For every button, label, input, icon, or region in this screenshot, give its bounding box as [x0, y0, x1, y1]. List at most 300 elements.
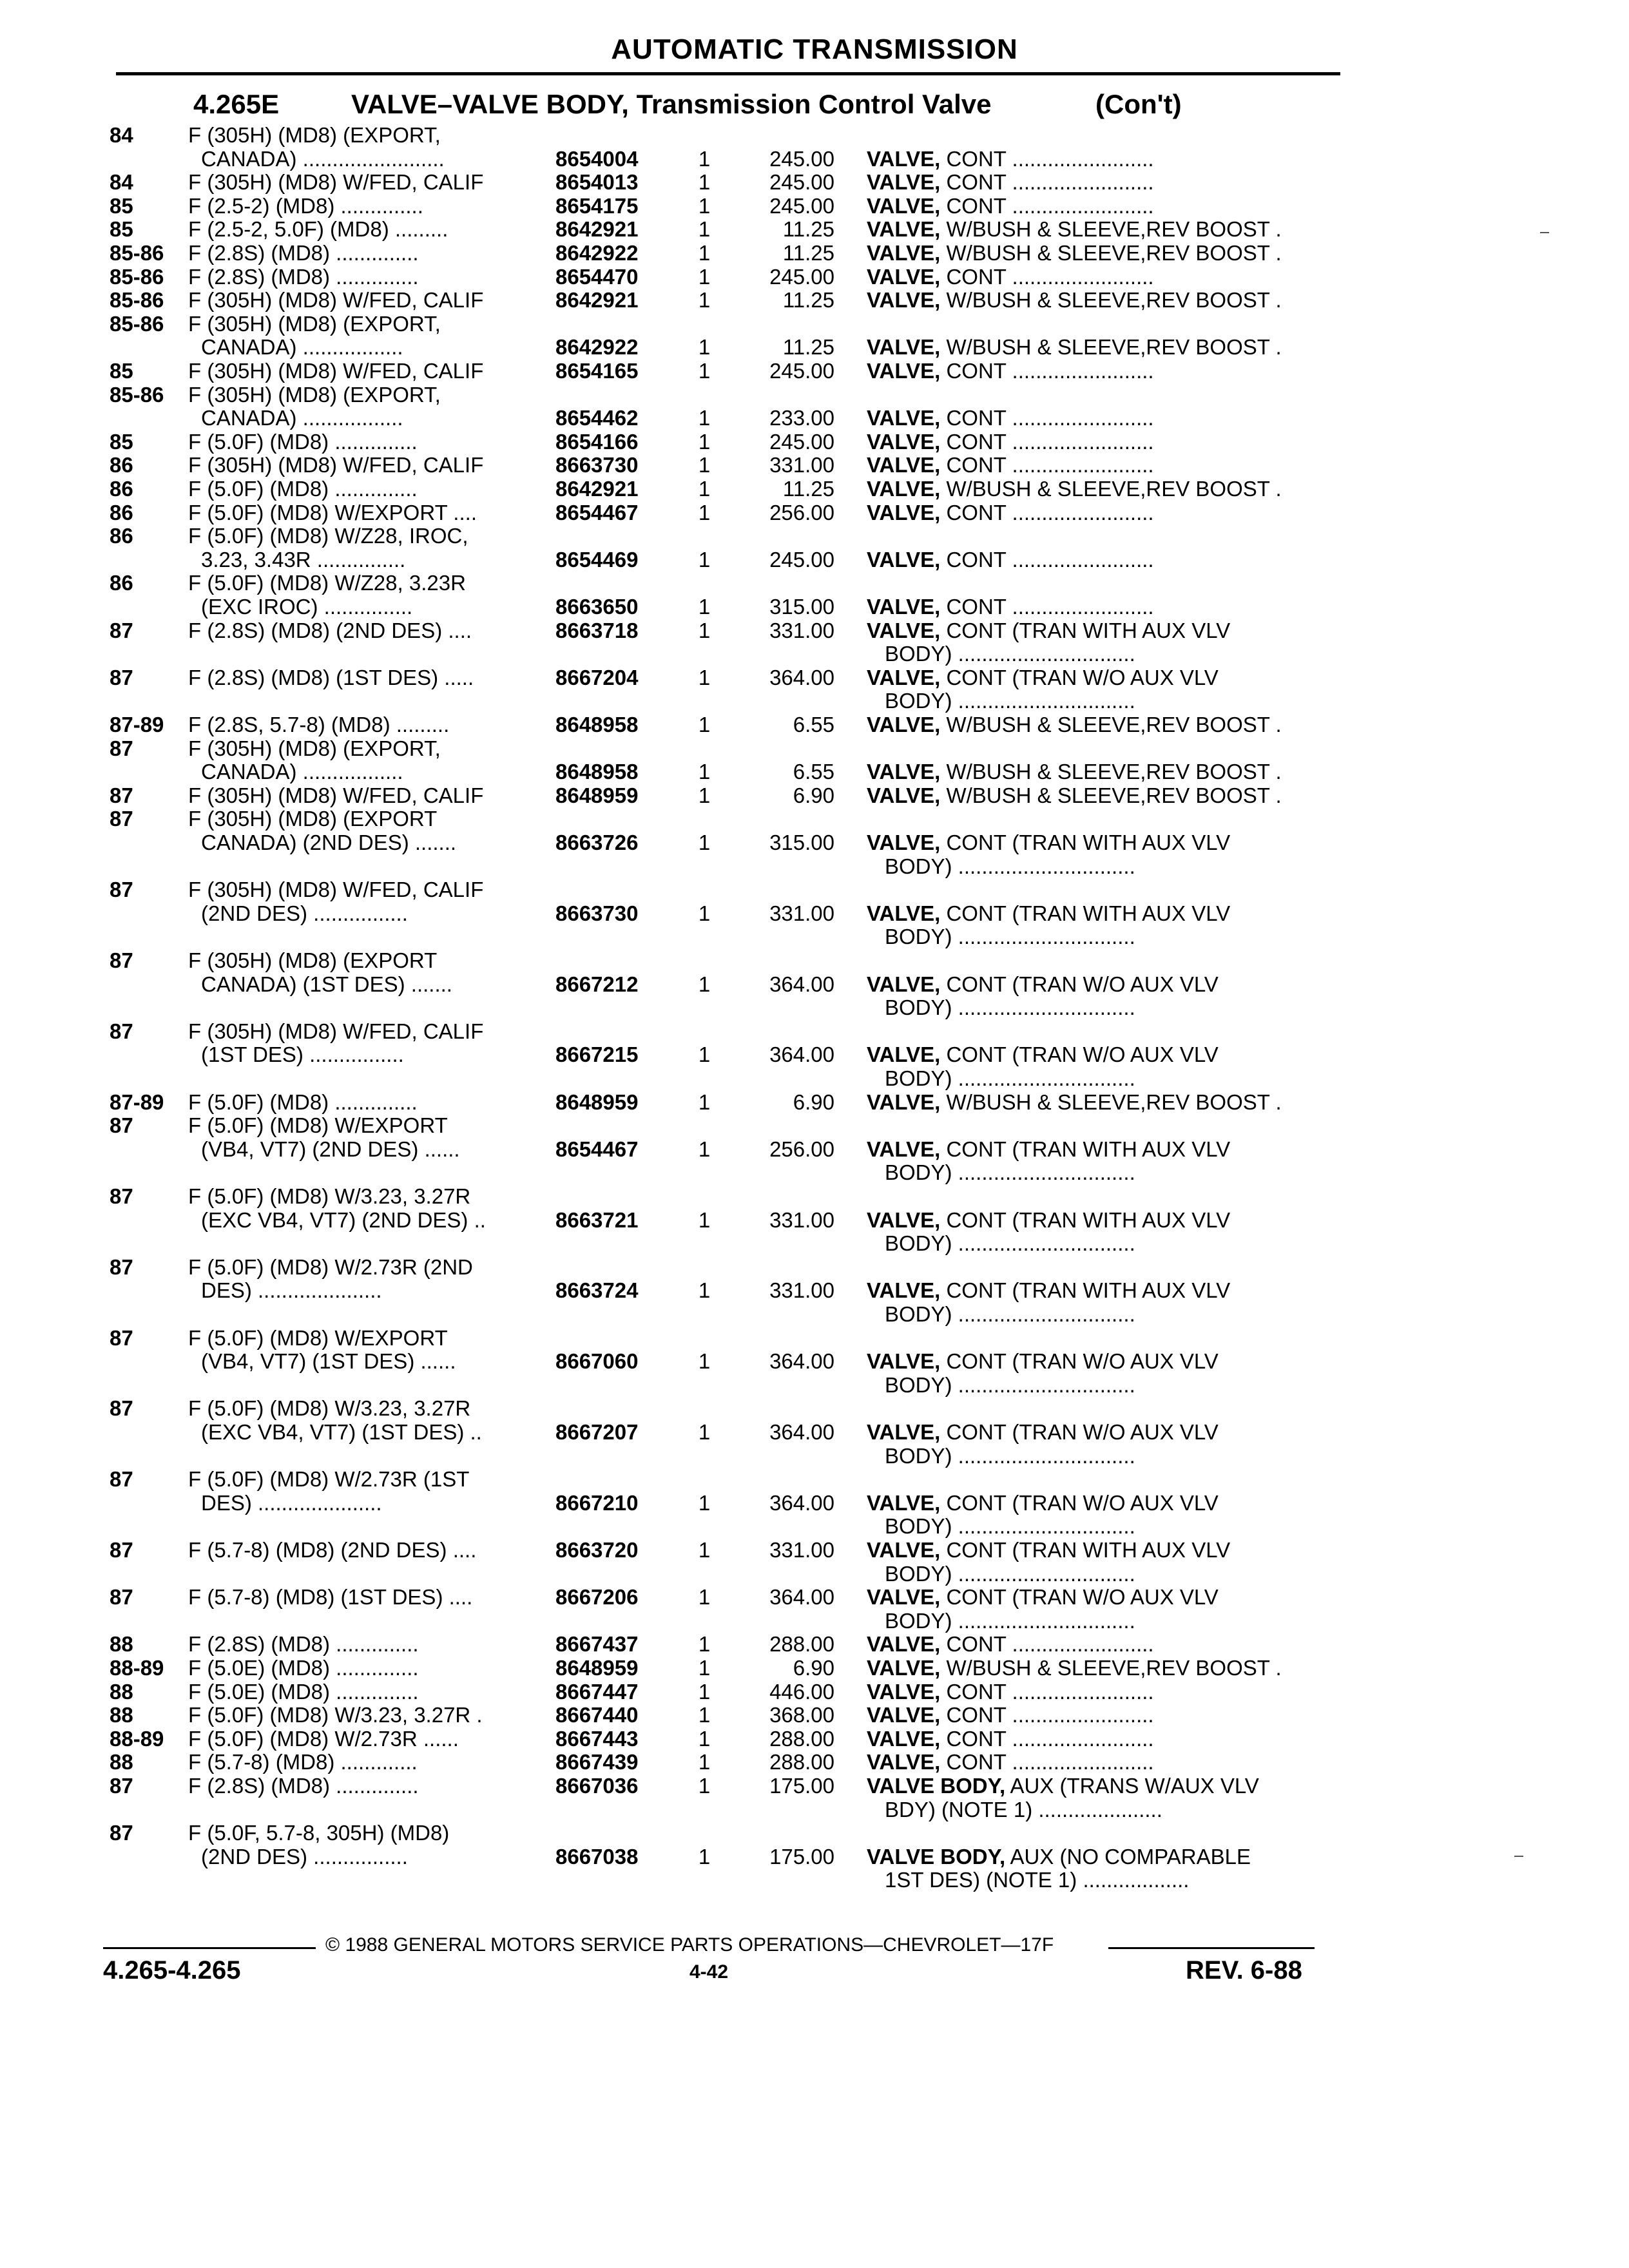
row-part-number: 8667447: [555, 1679, 639, 1704]
row-quantity: 1: [698, 1679, 711, 1704]
row-quantity: 1: [698, 264, 711, 289]
row-part-number: 8642921: [555, 217, 639, 242]
row-description: CANADA) ........................: [201, 147, 445, 171]
row-part-name: BODY) ..............................: [885, 1373, 1135, 1397]
row-year: 87: [110, 1821, 133, 1845]
row-part-name: VALVE, W/BUSH & SLEEVE,REV BOOST .: [867, 218, 1282, 242]
row-quantity: 1: [698, 1278, 711, 1303]
row-part-name: VALVE, CONT (TRAN WITH AUX VLV: [867, 831, 1231, 854]
row-description: F (305H) (MD8) W/FED, CALIF: [188, 783, 484, 807]
row-year: 88: [110, 1632, 133, 1657]
row-price: 6.55: [793, 760, 834, 784]
table-row: [0, 1445, 1629, 1468]
row-year: 87: [110, 1019, 133, 1043]
section-title: VALVE–VALVE BODY, Transmission Control Valve: [351, 89, 992, 119]
row-part-number: 8642922: [555, 335, 639, 360]
page-title: AUTOMATIC TRANSMISSION: [611, 34, 1018, 65]
table-row: [0, 1680, 1629, 1704]
row-price: 364.00: [769, 972, 834, 996]
row-part-number: 8663724: [555, 1278, 639, 1303]
row-description: (1ST DES) ................: [201, 1043, 404, 1067]
scan-speck: [1540, 232, 1549, 233]
row-part-name: 1ST DES) (NOTE 1) ..................: [885, 1869, 1190, 1892]
row-price: 233.00: [769, 406, 834, 430]
row-year: 86: [110, 500, 133, 524]
row-part-name: VALVE, CONT (TRAN WITH AUX VLV: [867, 901, 1231, 925]
table-row: [0, 1232, 1629, 1255]
row-description: F (305H) (MD8) (EXPORT,: [188, 736, 441, 760]
row-price: 245.00: [769, 264, 834, 289]
row-price: 364.00: [769, 1420, 834, 1444]
row-part-number: 8654462: [555, 406, 639, 430]
row-part-number: 8648959: [555, 1090, 639, 1114]
section-continued: (Con't): [1095, 89, 1182, 119]
table-row: [0, 289, 1629, 312]
row-quantity: 1: [698, 1090, 711, 1114]
row-part-number: 8667207: [555, 1420, 639, 1444]
row-part-number: 8667440: [555, 1703, 639, 1727]
row-quantity: 1: [698, 1043, 711, 1067]
table-row: [0, 784, 1629, 807]
row-part-name: VALVE, CONT (TRAN WITH AUX VLV: [867, 619, 1231, 642]
row-part-name: VALVE, CONT ........................: [867, 407, 1154, 430]
table-row: [0, 1869, 1629, 1892]
table-row: [0, 760, 1629, 783]
row-description: F (5.0E) (MD8) ..............: [188, 1680, 419, 1704]
table-row: [0, 925, 1629, 948]
row-part-name: VALVE, CONT ........................: [867, 265, 1154, 289]
row-part-name: VALVE, CONT ........................: [867, 171, 1154, 195]
row-part-number: 8663730: [555, 901, 639, 925]
row-quantity: 1: [698, 618, 711, 642]
row-year: 87: [110, 1585, 133, 1610]
row-part-name: VALVE, CONT ........................: [867, 147, 1154, 171]
row-description: DES) .....................: [201, 1279, 382, 1303]
row-part-name: BODY) ..............................: [885, 1444, 1135, 1468]
row-part-name: VALVE, CONT ........................: [867, 430, 1154, 454]
row-part-name: VALVE, CONT ........................: [867, 548, 1154, 572]
row-part-name: BODY) ..............................: [885, 854, 1135, 878]
row-part-number: 8654467: [555, 1137, 639, 1161]
row-description: F (5.7-8) (MD8) (2ND DES) ....: [188, 1539, 477, 1562]
row-quantity: 1: [698, 288, 711, 312]
row-price: 11.25: [782, 288, 834, 312]
row-quantity: 1: [698, 500, 711, 524]
row-price: 446.00: [769, 1679, 834, 1704]
row-description: F (5.0F) (MD8) ..............: [188, 1090, 418, 1114]
row-year: 85-86: [110, 264, 164, 289]
table-row: [0, 312, 1629, 336]
table-row: [0, 855, 1629, 878]
row-part-number: 8654469: [555, 547, 639, 572]
row-quantity: 1: [698, 429, 711, 454]
row-year: 87: [110, 807, 133, 831]
table-row: [0, 1067, 1629, 1090]
row-quantity: 1: [698, 665, 711, 689]
row-description: CANADA) .................: [201, 336, 403, 360]
table-row: [0, 265, 1629, 289]
row-description: F (305H) (MD8) (EXPORT,: [188, 383, 441, 407]
row-price: 245.00: [769, 146, 834, 171]
row-year: 85: [110, 429, 133, 454]
row-year: 85: [110, 359, 133, 383]
row-part-name: VALVE, CONT (TRAN W/O AUX VLV: [867, 666, 1219, 689]
row-description: (2ND DES) ................: [201, 901, 408, 925]
row-part-name: BODY) ..............................: [885, 642, 1135, 666]
row-quantity: 1: [698, 713, 711, 736]
row-quantity: 1: [698, 1844, 711, 1869]
row-part-name: BODY) ..............................: [885, 1562, 1135, 1586]
table-row: [0, 713, 1629, 736]
row-part-number: 8667038: [555, 1844, 639, 1869]
row-description: 3.23, 3.43R ...............: [201, 548, 406, 572]
row-quantity: 1: [698, 477, 711, 501]
row-price: 175.00: [769, 1844, 834, 1869]
row-part-name: VALVE, CONT ........................: [867, 1704, 1154, 1727]
row-quantity: 1: [698, 170, 711, 195]
table-row: [0, 1845, 1629, 1869]
row-year: 86: [110, 571, 133, 595]
table-row: [0, 1821, 1629, 1845]
row-price: 331.00: [769, 453, 834, 477]
row-description: DES) .....................: [201, 1491, 382, 1515]
row-part-name: VALVE, CONT ........................: [867, 1633, 1154, 1657]
row-year: 87: [110, 1325, 133, 1350]
row-quantity: 1: [698, 760, 711, 784]
row-year: 84: [110, 170, 133, 195]
row-description: F (5.0F) (MD8) W/2.73R (1ST: [188, 1468, 470, 1492]
row-year: 86: [110, 477, 133, 501]
row-price: 175.00: [769, 1774, 834, 1798]
row-description: F (2.8S, 5.7-8) (MD8) .........: [188, 713, 450, 736]
row-year: 87: [110, 1254, 133, 1279]
row-part-name: VALVE, CONT (TRAN WITH AUX VLV: [867, 1279, 1231, 1303]
row-description: CANADA) (1ST DES) .......: [201, 972, 452, 996]
row-part-number: 8667060: [555, 1349, 639, 1374]
row-part-number: 8667437: [555, 1632, 639, 1657]
row-year: 87: [110, 1396, 133, 1421]
row-year: 88: [110, 1750, 133, 1774]
table-row: [0, 1114, 1629, 1137]
row-quantity: 1: [698, 406, 711, 430]
footer-rule-left: [103, 1947, 316, 1949]
row-price: 245.00: [769, 170, 834, 195]
row-quantity: 1: [698, 1349, 711, 1374]
table-row: [0, 407, 1629, 430]
row-price: 331.00: [769, 901, 834, 925]
row-description: F (2.8S) (MD8) (1ST DES) .....: [188, 666, 474, 689]
table-row: [0, 1043, 1629, 1066]
row-price: 11.25: [782, 241, 834, 265]
row-description: F (5.0F) (MD8) W/EXPORT ....: [188, 501, 477, 524]
row-price: 11.25: [782, 477, 834, 501]
row-year: 84: [110, 123, 133, 147]
row-description: F (2.8S) (MD8) ..............: [188, 242, 419, 265]
row-part-name: VALVE, CONT ........................: [867, 1751, 1154, 1774]
table-row: [0, 1774, 1629, 1798]
table-row: [0, 1279, 1629, 1302]
table-row: [0, 195, 1629, 218]
table-row: [0, 1586, 1629, 1609]
table-row: [0, 360, 1629, 383]
table-row: [0, 1633, 1629, 1656]
row-price: 364.00: [769, 1043, 834, 1067]
row-part-number: 8667212: [555, 972, 639, 996]
row-description: F (5.0F) (MD8) W/EXPORT: [188, 1326, 448, 1350]
row-part-name: VALVE, W/BUSH & SLEEVE,REV BOOST .: [867, 713, 1282, 736]
row-part-number: 8654013: [555, 170, 639, 195]
row-quantity: 1: [698, 359, 711, 383]
row-description: F (305H) (MD8) (EXPORT,: [188, 312, 441, 336]
table-row: [0, 973, 1629, 996]
row-price: 315.00: [769, 595, 834, 619]
scan-speck: [1514, 1856, 1523, 1857]
row-price: 364.00: [769, 1490, 834, 1515]
row-year: 85-86: [110, 382, 164, 407]
row-quantity: 1: [698, 1207, 711, 1232]
row-description: F (5.7-8) (MD8) (1ST DES) ....: [188, 1586, 473, 1610]
row-quantity: 1: [698, 901, 711, 925]
row-part-name: BODY) ..............................: [885, 1609, 1135, 1633]
row-part-number: 8667036: [555, 1774, 639, 1798]
row-description: F (305H) (MD8) W/FED, CALIF: [188, 454, 484, 477]
row-year: 85: [110, 193, 133, 218]
row-year: 87: [110, 1184, 133, 1208]
row-year: 85-86: [110, 311, 164, 336]
table-row: [0, 595, 1629, 619]
row-quantity: 1: [698, 1632, 711, 1657]
row-price: 245.00: [769, 429, 834, 454]
row-price: 331.00: [769, 1207, 834, 1232]
row-part-name: VALVE, CONT ........................: [867, 595, 1154, 619]
row-part-name: VALVE, W/BUSH & SLEEVE,REV BOOST .: [867, 783, 1282, 807]
footer-copyright: © 1988 GENERAL MOTORS SERVICE PARTS OPERATIONS—CHEVROLET—17F: [325, 1934, 1054, 1956]
table-row: [0, 1657, 1629, 1680]
row-part-name: VALVE, CONT ........................: [867, 194, 1154, 218]
row-price: 288.00: [769, 1632, 834, 1657]
row-part-number: 8648958: [555, 713, 639, 736]
row-quantity: 1: [698, 241, 711, 265]
table-row: [0, 1704, 1629, 1727]
row-part-number: 8654165: [555, 359, 639, 383]
row-year: 87: [110, 736, 133, 760]
row-year: 87: [110, 1774, 133, 1798]
row-price: 364.00: [769, 1349, 834, 1374]
footer-page-number: 4-42: [689, 1961, 729, 1983]
table-row: [0, 737, 1629, 760]
row-part-number: 8654467: [555, 500, 639, 524]
table-row: [0, 1161, 1629, 1184]
row-description: F (305H) (MD8) (EXPORT: [188, 807, 438, 831]
table-row: [0, 1209, 1629, 1232]
row-part-number: 8654175: [555, 193, 639, 218]
table-row: [0, 1539, 1629, 1562]
row-part-name: VALVE, CONT ........................: [867, 1680, 1154, 1704]
row-description: F (5.0F) (MD8) W/3.23, 3.27R: [188, 1185, 471, 1208]
row-description: F (305H) (MD8) (EXPORT: [188, 949, 438, 972]
row-part-number: 8663650: [555, 595, 639, 619]
row-description: F (2.8S) (MD8) (2ND DES) ....: [188, 619, 472, 642]
row-part-name: BODY) ..............................: [885, 925, 1135, 949]
row-description: F (305H) (MD8) W/FED, CALIF: [188, 878, 484, 902]
row-description: F (2.5-2) (MD8) ..............: [188, 194, 423, 218]
row-price: 331.00: [769, 618, 834, 642]
table-row: [0, 171, 1629, 194]
row-part-number: 8663718: [555, 618, 639, 642]
table-row: [0, 1303, 1629, 1326]
row-description: F (305H) (MD8) W/FED, CALIF: [188, 171, 484, 195]
row-year: 86: [110, 524, 133, 548]
row-part-name: VALVE, CONT (TRAN W/O AUX VLV: [867, 972, 1219, 996]
table-row: [0, 501, 1629, 524]
row-part-number: 8663721: [555, 1207, 639, 1232]
row-year: 85-86: [110, 241, 164, 265]
row-description: (VB4, VT7) (2ND DES) ......: [201, 1137, 460, 1161]
row-year: 88-89: [110, 1656, 164, 1680]
row-price: 245.00: [769, 359, 834, 383]
row-part-number: 8667443: [555, 1726, 639, 1751]
row-part-number: 8663720: [555, 1538, 639, 1562]
row-quantity: 1: [698, 1774, 711, 1798]
row-description: F (305H) (MD8) W/FED, CALIF: [188, 289, 484, 312]
row-part-number: 8648959: [555, 1656, 639, 1680]
table-row: [0, 218, 1629, 241]
row-price: 331.00: [769, 1538, 834, 1562]
row-quantity: 1: [698, 1750, 711, 1774]
row-quantity: 1: [698, 1420, 711, 1444]
row-description: F (2.8S) (MD8) ..............: [188, 265, 419, 289]
row-quantity: 1: [698, 1656, 711, 1680]
row-part-name: VALVE, CONT ........................: [867, 1727, 1154, 1751]
row-description: (2ND DES) ................: [201, 1845, 408, 1869]
table-row: [0, 1350, 1629, 1373]
table-row: [0, 1468, 1629, 1491]
row-price: 288.00: [769, 1750, 834, 1774]
row-part-name: VALVE, CONT (TRAN WITH AUX VLV: [867, 1208, 1231, 1232]
row-part-name: BDY) (NOTE 1) .....................: [885, 1798, 1162, 1821]
row-part-number: 8654004: [555, 146, 639, 171]
row-part-number: 8642921: [555, 288, 639, 312]
row-year: 87: [110, 783, 133, 807]
table-row: [0, 1020, 1629, 1043]
row-price: 288.00: [769, 1726, 834, 1751]
row-description: F (5.0F) (MD8) W/3.23, 3.27R: [188, 1397, 471, 1421]
row-quantity: 1: [698, 1490, 711, 1515]
row-part-name: VALVE, CONT (TRAN W/O AUX VLV: [867, 1491, 1219, 1515]
row-description: F (2.5-2, 5.0F) (MD8) .........: [188, 218, 448, 242]
table-row: [0, 1327, 1629, 1350]
row-quantity: 1: [698, 972, 711, 996]
row-description: (VB4, VT7) (1ST DES) ......: [201, 1350, 456, 1374]
table-row: [0, 689, 1629, 713]
table-row: [0, 1256, 1629, 1279]
section-number: 4.265E: [193, 89, 280, 119]
row-part-name: VALVE, CONT (TRAN W/O AUX VLV: [867, 1421, 1219, 1444]
table-row: [0, 1798, 1629, 1821]
row-part-number: 8654166: [555, 429, 639, 454]
row-part-name: VALVE, CONT ........................: [867, 454, 1154, 477]
table-row: [0, 477, 1629, 501]
row-part-name: BODY) ..............................: [885, 1067, 1135, 1090]
row-description: (EXC VB4, VT7) (1ST DES) ..: [201, 1421, 482, 1444]
table-row: [0, 666, 1629, 689]
table-row: [0, 454, 1629, 477]
row-price: 6.55: [793, 713, 834, 736]
row-part-number: 8667210: [555, 1490, 639, 1515]
table-row: [0, 642, 1629, 666]
row-description: (EXC IROC) ...............: [201, 595, 413, 619]
row-part-name: VALVE, CONT (TRAN W/O AUX VLV: [867, 1043, 1219, 1067]
row-quantity: 1: [698, 193, 711, 218]
row-year: 86: [110, 453, 133, 477]
row-year: 87: [110, 1467, 133, 1492]
row-part-number: 8667204: [555, 665, 639, 689]
table-row: [0, 572, 1629, 595]
row-description: F (5.0F, 5.7-8, 305H) (MD8): [188, 1821, 450, 1845]
row-quantity: 1: [698, 547, 711, 572]
row-price: 245.00: [769, 547, 834, 572]
table-row: [0, 831, 1629, 854]
row-price: 11.25: [782, 217, 834, 242]
row-part-name: VALVE, W/BUSH & SLEEVE,REV BOOST .: [867, 242, 1282, 265]
row-part-number: 8642922: [555, 241, 639, 265]
row-price: 11.25: [782, 335, 834, 360]
row-description: F (2.8S) (MD8) ..............: [188, 1633, 419, 1657]
row-year: 88-89: [110, 1726, 164, 1751]
table-row: [0, 949, 1629, 972]
row-quantity: 1: [698, 1703, 711, 1727]
row-part-name: VALVE, CONT ........................: [867, 501, 1154, 524]
row-part-number: 8667215: [555, 1043, 639, 1067]
row-year: 88: [110, 1703, 133, 1727]
row-part-name: VALVE, CONT (TRAN WITH AUX VLV: [867, 1137, 1231, 1161]
table-row: [0, 1138, 1629, 1161]
row-description: F (5.0E) (MD8) ..............: [188, 1657, 419, 1680]
row-year: 87: [110, 618, 133, 642]
table-row: [0, 242, 1629, 265]
row-part-name: VALVE BODY, AUX (TRANS W/AUX VLV: [867, 1774, 1259, 1798]
row-year: 87: [110, 1538, 133, 1562]
row-part-name: VALVE, W/BUSH & SLEEVE,REV BOOST .: [867, 1090, 1282, 1114]
row-part-name: VALVE BODY, AUX (NO COMPARABLE: [867, 1845, 1251, 1869]
row-part-number: 8648958: [555, 760, 639, 784]
table-row: [0, 1751, 1629, 1774]
table-row: [0, 1610, 1629, 1633]
table-row: [0, 1562, 1629, 1586]
table-row: [0, 1374, 1629, 1397]
table-row: [0, 902, 1629, 925]
footer-revision: REV. 6-88: [1186, 1956, 1302, 1984]
row-quantity: 1: [698, 1585, 711, 1610]
row-quantity: 1: [698, 1726, 711, 1751]
row-description: F (2.8S) (MD8) ..............: [188, 1774, 419, 1798]
table-row: [0, 1091, 1629, 1114]
row-part-number: 8667206: [555, 1585, 639, 1610]
row-description: F (5.0F) (MD8) W/EXPORT: [188, 1114, 448, 1138]
row-part-name: BODY) ..............................: [885, 1161, 1135, 1185]
row-quantity: 1: [698, 595, 711, 619]
row-price: 256.00: [769, 500, 834, 524]
table-row: [0, 148, 1629, 171]
row-part-name: BODY) ..............................: [885, 1515, 1135, 1539]
row-description: F (305H) (MD8) W/FED, CALIF: [188, 360, 484, 383]
row-quantity: 1: [698, 1538, 711, 1562]
row-year: 88: [110, 1679, 133, 1704]
row-description: F (5.7-8) (MD8) .............: [188, 1751, 418, 1774]
row-price: 6.90: [793, 783, 834, 807]
row-description: F (5.0F) (MD8) ..............: [188, 477, 418, 501]
table-row: [0, 1492, 1629, 1515]
